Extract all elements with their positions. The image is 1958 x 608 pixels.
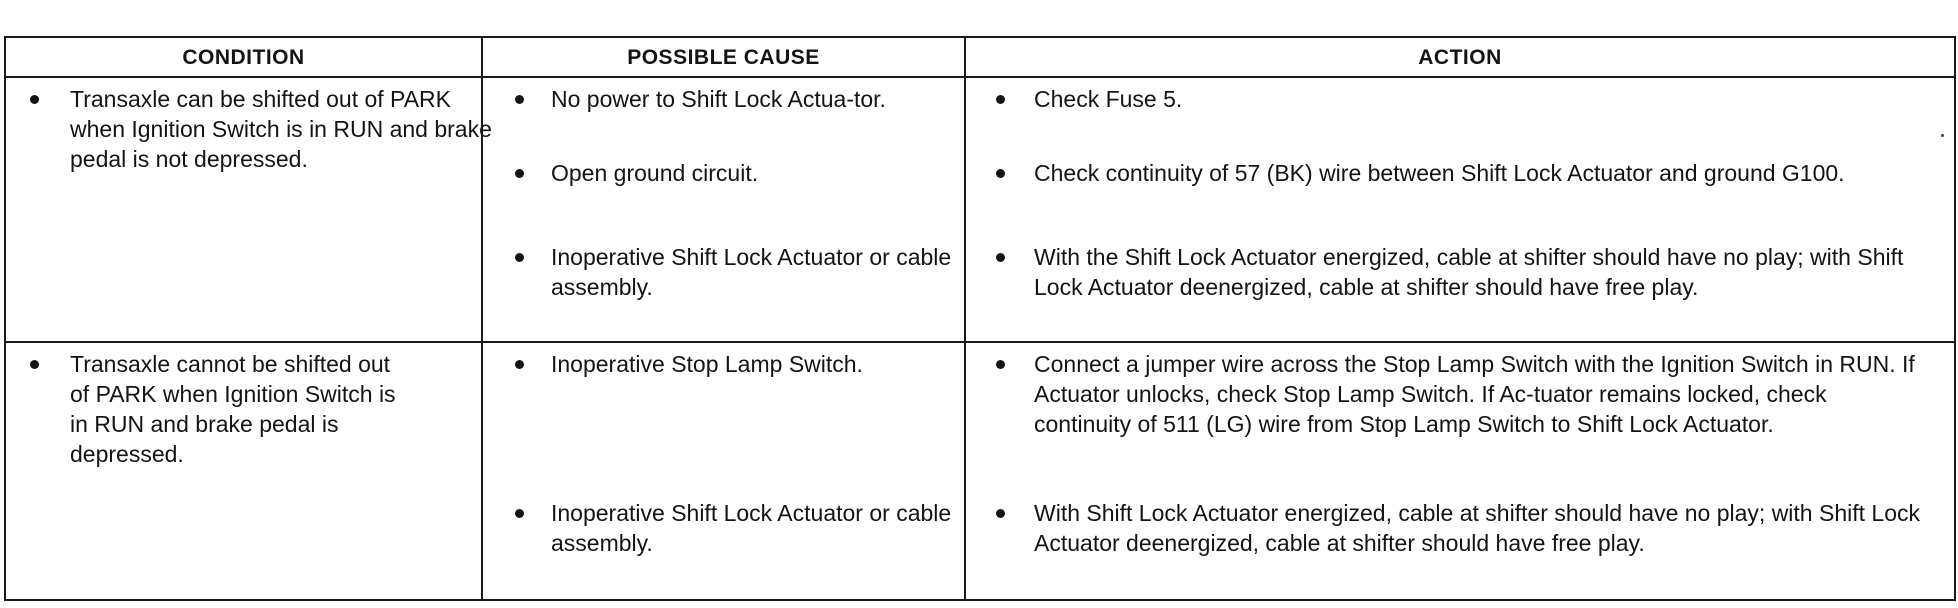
row-divider — [6, 341, 1954, 343]
condition-text: Transaxle can be shifted out of PARK when Ignition Switch is in RUN and brake pedal is not depressed. — [70, 86, 492, 172]
bullet-icon — [515, 360, 524, 369]
header-action: ACTION — [1418, 46, 1502, 69]
action-text: Check Fuse 5. — [1034, 86, 1183, 112]
header-condition: CONDITION — [182, 46, 305, 69]
scan-speck — [1941, 134, 1944, 137]
cause-text: Inoperative Shift Lock Actuator or cable assembly. — [551, 244, 952, 300]
bullet-icon — [996, 360, 1005, 369]
bullet-icon — [515, 95, 524, 104]
cause-text: No power to Shift Lock Actua-tor. — [551, 86, 886, 112]
header-cause: POSSIBLE CAUSE — [627, 46, 820, 69]
diagnosis-table — [4, 36, 1956, 601]
column-divider — [964, 38, 966, 599]
cause-text: Inoperative Shift Lock Actuator or cable assembly. — [551, 500, 952, 556]
bullet-icon — [515, 253, 524, 262]
bullet-icon — [996, 95, 1005, 104]
bullet-icon — [515, 509, 524, 518]
bullet-icon — [996, 509, 1005, 518]
cause-text: Inoperative Stop Lamp Switch. — [551, 351, 863, 377]
bullet-icon — [30, 95, 39, 104]
bullet-icon — [515, 169, 524, 178]
bullet-icon — [996, 169, 1005, 178]
condition-text: Transaxle cannot be shifted out of PARK when Ignition Switch is in RUN and brake pedal is depressed. — [70, 351, 396, 467]
action-text: Connect a jumper wire across the Stop Lamp Switch with the Ignition Switch in RUN. If Actuator unlocks, check Stop Lamp Switch. If Ac-tuator remains locked, check continuity of 511 (LG) wire from Stop Lamp Switch to Shift Lock Actuator. — [1034, 351, 1915, 437]
action-text: With Shift Lock Actuator energized, cable at shifter should have no play; with Shift Lock Actuator deenergized, cable at shifter should have free play. — [1034, 500, 1920, 556]
action-text: Check continuity of 57 (BK) wire between Shift Lock Actuator and ground G100. — [1034, 160, 1845, 186]
bullet-icon — [996, 253, 1005, 262]
bullet-icon — [30, 360, 39, 369]
cause-text: Open ground circuit. — [551, 160, 759, 186]
action-text: With the Shift Lock Actuator energized, cable at shifter should have no play; with Shift Lock Actuator deenergized, cable at shifter should have free play. — [1034, 244, 1904, 300]
